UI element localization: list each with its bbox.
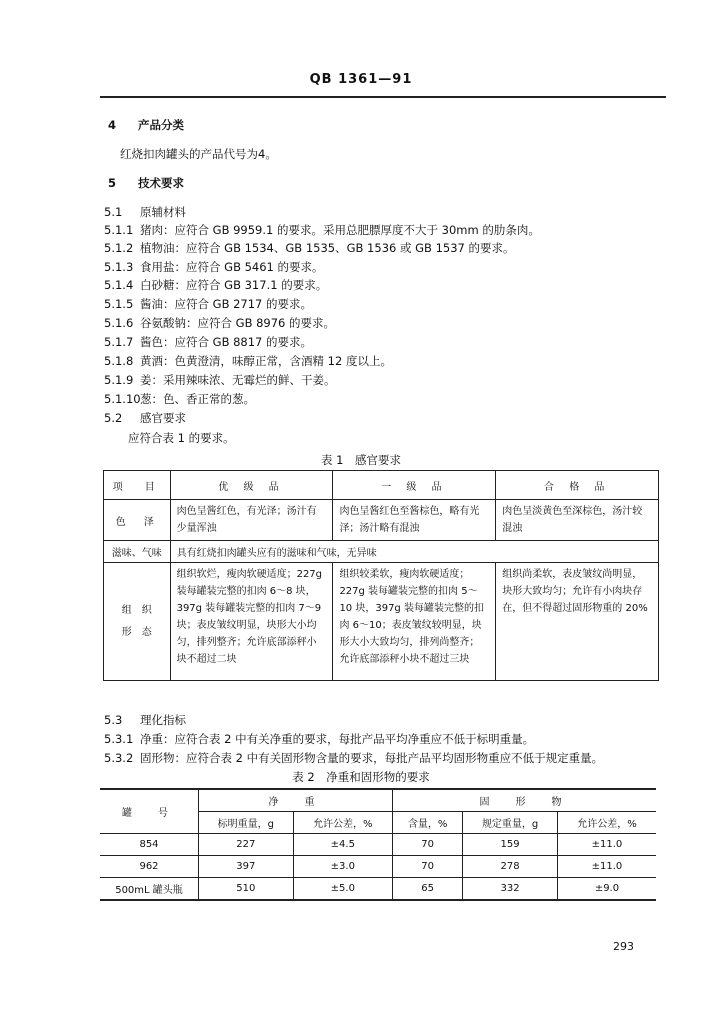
sensory-table	[103, 470, 659, 681]
page-number: 293	[613, 940, 634, 953]
row-label: 组 织 形 态	[104, 563, 171, 681]
table-header-cell: 罐 号	[100, 789, 199, 834]
table-group-header-row	[100, 789, 656, 812]
section-5-number: 5	[108, 176, 117, 190]
item-5-1-4	[104, 277, 327, 293]
item-text: 姜：采用辣味浓、无霉烂的鲜、干姜。	[140, 373, 336, 387]
table-row	[104, 563, 659, 681]
table-cell: 组织较柔软，瘦肉软硬适度；227g 装每罐装完整的扣肉 5～10 块，397g 装每罐装完整的扣肉 6～10；表皮皱纹较明显，块形大小大致均匀，排列尚整齐；允许底部添秤小块不超过三块	[333, 563, 496, 681]
table-header-cell: 标明重量，g	[199, 812, 294, 834]
section-5-3-title: 理化指标	[140, 713, 186, 727]
section-5-3-heading	[104, 712, 186, 728]
section-5-title: 技术要求	[138, 176, 184, 190]
table-row	[100, 834, 656, 856]
table-cell: 227	[199, 834, 294, 856]
item-text: 食用盐：应符合 GB 5461 的要求。	[140, 260, 324, 274]
item-text: 固形物：应符合表 2 中有关固形物含量的要求，每批产品平均固形物重应不低于规定重量。	[140, 751, 604, 765]
table-cell: 65	[392, 878, 462, 901]
item-5-3-1	[104, 731, 534, 747]
table-header-cell: 项 目	[104, 471, 171, 500]
table-cell: 397	[199, 856, 294, 878]
table-cell: 500mL 罐头瓶	[100, 878, 199, 901]
section-5-3-number: 5.3	[104, 713, 123, 727]
item-number: 5.1.7	[104, 335, 134, 349]
table-cell: 159	[463, 834, 558, 856]
table-cell: 510	[199, 878, 294, 901]
section-4-heading	[108, 117, 184, 133]
item-text: 植物油：应符合 GB 1534、GB 1535、GB 1536 或 GB 1537 的要求。	[140, 241, 515, 255]
section-5-2-text: 应符合表 1 的要求。	[128, 431, 235, 445]
header-rule	[100, 96, 666, 98]
table-2-caption: 表 2 净重和固形物的要求	[292, 770, 430, 784]
table-row	[100, 856, 656, 878]
table-header-cell: 净 重	[199, 789, 393, 812]
section-5-2-number: 5.2	[104, 411, 123, 425]
row-label: 色 泽	[104, 500, 171, 541]
item-5-1-2	[104, 240, 515, 256]
item-number: 5.1.9	[104, 373, 134, 387]
table-header-cell: 允许公差，%	[557, 812, 656, 834]
table-row	[100, 878, 656, 901]
table-header-cell: 规定重量，g	[463, 812, 558, 834]
item-5-1-1	[104, 222, 540, 238]
table-header-cell: 含量，%	[392, 812, 462, 834]
item-number: 5.1.3	[104, 260, 134, 274]
item-5-1-3	[104, 259, 324, 275]
document-header: QB 1361—91	[309, 72, 413, 87]
table-header-cell: 一 级 品	[333, 471, 496, 500]
item-number: 5.1.1	[104, 223, 134, 237]
table-cell: ±9.0	[557, 878, 656, 901]
section-5-1-heading	[104, 204, 186, 220]
item-5-1-8	[104, 353, 392, 369]
table-cell: ±11.0	[557, 856, 656, 878]
table-cell: 肉色呈酱红色，有光泽；汤汁有少量浑浊	[170, 500, 333, 541]
table-header-cell: 固 形 物	[392, 789, 656, 812]
item-number: 5.1.8	[104, 354, 134, 368]
item-text: 猪肉：应符合 GB 9959.1 的要求。采用总肥膘厚度不大于 30mm 的肋条肉。	[140, 223, 540, 237]
item-text: 白砂糖：应符合 GB 317.1 的要求。	[140, 278, 328, 292]
row-label: 滋味、气味	[104, 541, 171, 563]
table-header-cell: 优 级 品	[170, 471, 333, 500]
table-cell: 组织软烂，瘦肉软硬适度；227g 装每罐装完整的扣肉 6～8 块，397g 装每罐装完整的扣肉 7～9 块；表皮皱纹明显，块形大小均匀，排列整齐；允许底部添秤小块不超过二块	[170, 563, 333, 681]
item-5-3-2	[104, 750, 603, 766]
item-number: 5.1.5	[104, 297, 134, 311]
item-number: 5.1.6	[104, 316, 134, 330]
item-number: 5.1.2	[104, 241, 134, 255]
item-number: 5.1.10	[104, 392, 141, 406]
item-5-1-6	[104, 315, 335, 331]
table-cell: ±11.0	[557, 834, 656, 856]
table-cell: 332	[463, 878, 558, 901]
table-cell: 962	[100, 856, 199, 878]
item-number: 5.3.1	[104, 732, 134, 746]
item-text: 净重：应符合表 2 中有关净重的要求，每批产品平均净重应不低于标明重量。	[140, 732, 535, 746]
section-5-2-title: 感官要求	[140, 411, 186, 425]
net-weight-table	[100, 788, 656, 901]
table-cell: ±4.5	[293, 834, 392, 856]
item-5-1-9	[104, 372, 336, 388]
table-header-row	[104, 471, 659, 500]
table-cell: 肉色呈酱红色至酱棕色，略有光泽；汤汁略有混浊	[333, 500, 496, 541]
table-header-cell: 合 格 品	[496, 471, 659, 500]
table-header-cell: 允许公差，%	[293, 812, 392, 834]
table-cell: 854	[100, 834, 199, 856]
table-1-caption: 表 1 感官要求	[321, 453, 401, 467]
table-cell: 70	[392, 856, 462, 878]
table-cell: 肉色呈淡黄色至深棕色，汤汁较混浊	[496, 500, 659, 541]
section-4-text: 红烧扣肉罐头的产品代号为4。	[120, 147, 277, 161]
table-cell: 组织尚柔软，表皮皱纹尚明显，块形大致均匀；允许有小肉块存在，但不得超过固形物重的 20%	[496, 563, 659, 681]
section-5-1-number: 5.1	[104, 205, 123, 219]
table-cell: ±3.0	[293, 856, 392, 878]
table-row	[104, 500, 659, 541]
item-text: 酱油：应符合 GB 2717 的要求。	[140, 297, 313, 311]
item-number: 5.1.4	[104, 278, 134, 292]
item-text: 葱：色、香正常的葱。	[140, 392, 255, 406]
section-5-heading	[108, 175, 184, 191]
table-cell: 278	[463, 856, 558, 878]
section-4-number: 4	[108, 118, 117, 132]
section-4-title: 产品分类	[138, 118, 184, 132]
item-5-1-10	[104, 391, 255, 407]
item-text: 酱色：应符合 GB 8817 的要求。	[140, 335, 313, 349]
section-5-1-title: 原辅材料	[140, 205, 186, 219]
item-number: 5.3.2	[104, 751, 134, 765]
section-5-2-heading	[104, 410, 186, 426]
table-cell: ±5.0	[293, 878, 392, 901]
table-cell: 70	[392, 834, 462, 856]
item-5-1-5	[104, 296, 312, 312]
item-text: 黄酒：色黄澄清，味醇正常，含酒精 12 度以上。	[140, 354, 392, 368]
table-row	[104, 541, 659, 563]
table-cell-merged: 具有红烧扣肉罐头应有的滋味和气味，无异味	[170, 541, 658, 563]
item-5-1-7	[104, 334, 312, 350]
item-text: 谷氨酸钠：应符合 GB 8976 的要求。	[140, 316, 336, 330]
